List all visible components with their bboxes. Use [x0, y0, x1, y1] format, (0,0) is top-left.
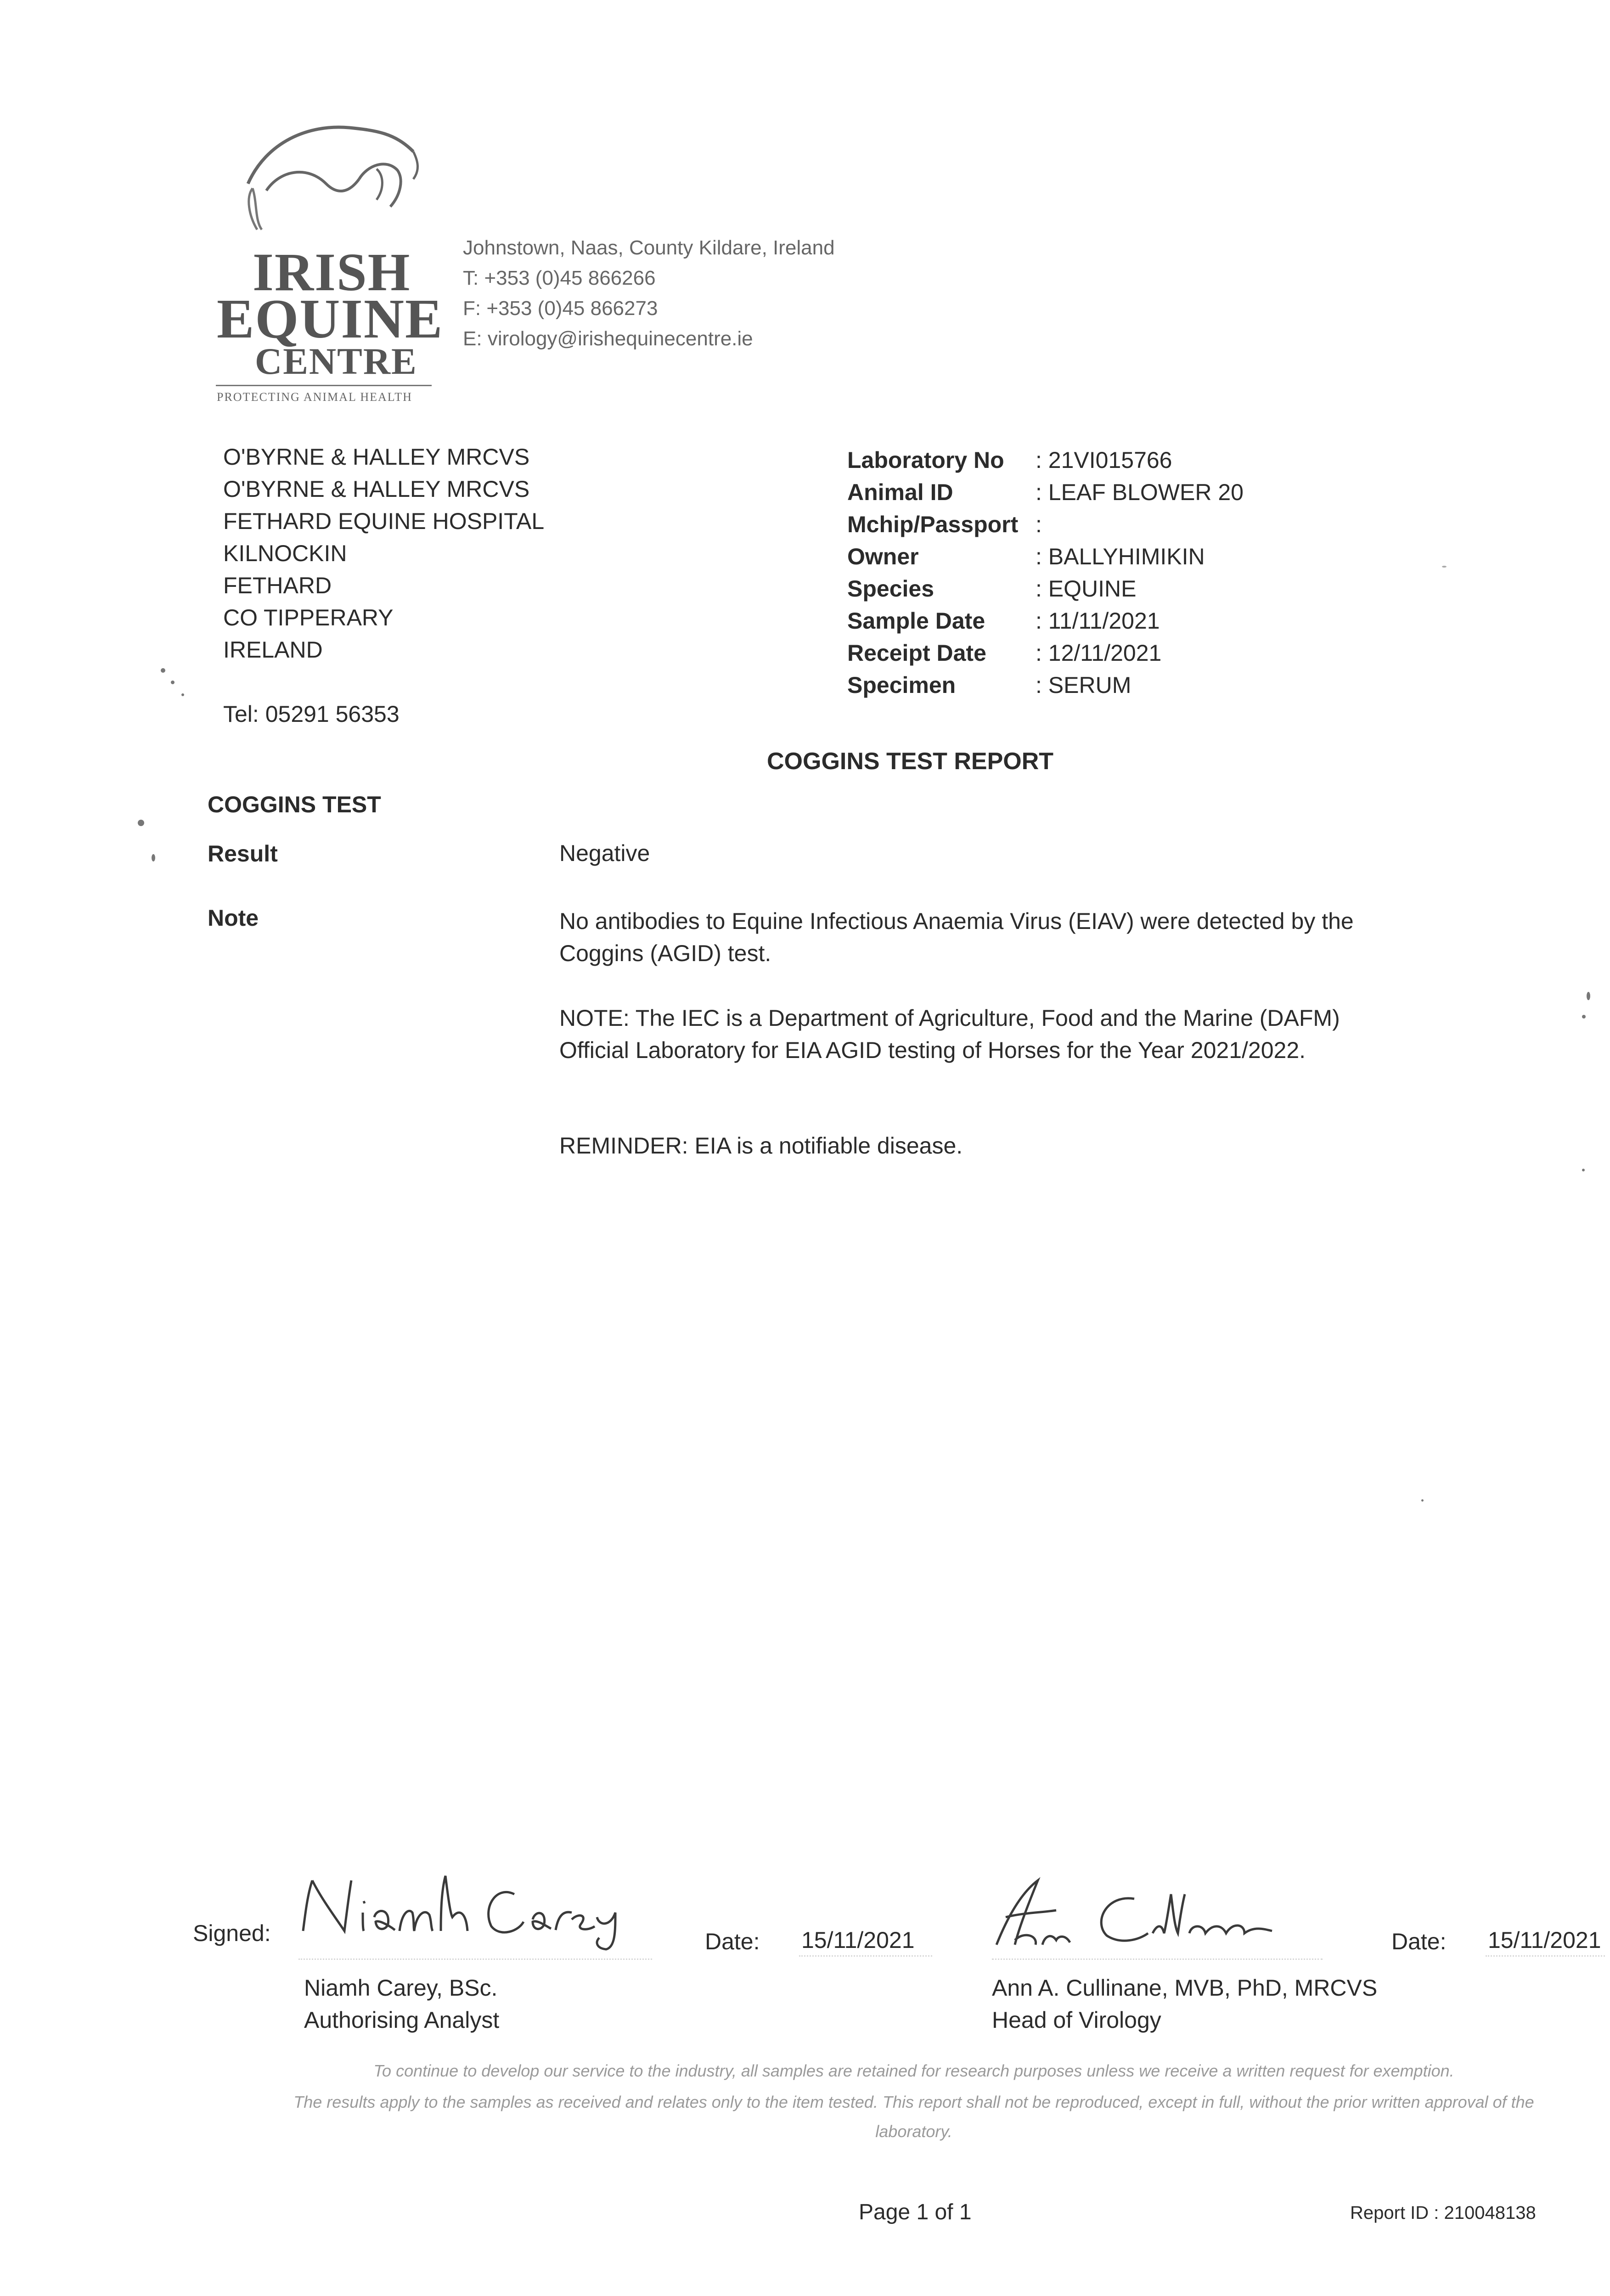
lab-label-species: Species [847, 576, 934, 602]
org-address: Johnstown, Naas, County Kildare, Ireland [463, 236, 835, 259]
sig2-date-label: Date: [1391, 1929, 1447, 1954]
org-logo [211, 115, 450, 418]
email-address: virology@irishequinecentre.ie [487, 327, 753, 350]
footer-disclaimer: To continue to develop our service to the industry, all samples are retained for research purposes unless we receive a written request for exemption. [373, 2061, 1454, 2080]
lab-label-mchip-passport: Mchip/Passport [847, 512, 1019, 537]
scan-speck [161, 668, 165, 673]
scan-speck [152, 854, 155, 861]
logo-word-equine: EQUINE [217, 288, 444, 350]
lab-value-mchip-passport: : [1036, 512, 1042, 537]
note-label: Note [208, 905, 259, 931]
scan-speck [181, 693, 184, 696]
scan-speck [1442, 566, 1447, 568]
report-title: COGGINS TEST REPORT [767, 748, 1054, 775]
recipient-line: IRELAND [223, 637, 323, 663]
lab-value-species: : EQUINE [1036, 576, 1137, 602]
email-prefix: E: [463, 327, 482, 350]
sig1-date: 15/11/2021 [801, 1927, 915, 1953]
scan-speck [1582, 1169, 1585, 1171]
lab-label-laboratory-no: Laboratory No [847, 447, 1004, 473]
fax-prefix: F: [463, 297, 481, 320]
test-heading: COGGINS TEST [208, 792, 381, 817]
signed-label: Signed: [193, 1920, 271, 1946]
date-line [1486, 1955, 1605, 1957]
sig2-role: Head of Virology [992, 2007, 1161, 2033]
signature-line [298, 1958, 652, 1960]
lab-value-receipt-date: : 12/11/2021 [1036, 640, 1162, 666]
scan-speck [1582, 1015, 1586, 1019]
fax-number: +353 (0)45 866273 [486, 297, 658, 320]
result-value: Negative [559, 840, 650, 866]
page-number: Page 1 of 1 [859, 2200, 972, 2224]
logo-word-centre: CENTRE [255, 340, 417, 382]
org-phone [463, 263, 656, 293]
logo-word-irish: IRISH [253, 242, 411, 302]
sig2-date: 15/11/2021 [1488, 1927, 1601, 1953]
lab-value-laboratory-no: : 21VI015766 [1036, 447, 1172, 473]
sig2-name: Ann A. Cullinane, MVB, PhD, MRCVS [992, 1975, 1378, 2001]
recipient-line: CO TIPPERARY [223, 605, 394, 630]
sig1-role: Authorising Analyst [304, 2007, 500, 2033]
logo-tagline: PROTECTING ANIMAL HEALTH [217, 390, 412, 404]
phone-prefix: T: [463, 267, 479, 289]
lab-label-specimen: Specimen [847, 672, 956, 698]
lab-label-sample-date: Sample Date [847, 608, 985, 634]
lab-value-specimen: : SERUM [1036, 672, 1132, 698]
note-paragraph: No antibodies to Equine Infectious Anaemia Virus (EIAV) were detected by the Coggins (AGID) test. [559, 908, 1354, 966]
logo-divider [216, 385, 432, 386]
signature-line [992, 1958, 1323, 1960]
note-paragraph: NOTE: The IEC is a Department of Agriculture, Food and the Marine (DAFM) Official Laboratory for EIA AGID testing of Horses for the Year 2021/2022. [559, 1005, 1340, 1063]
scan-speck [171, 681, 175, 684]
org-fax [463, 293, 658, 324]
phone-number: +353 (0)45 866266 [484, 267, 656, 289]
recipient-line: O'BYRNE & HALLEY MRCVS [223, 476, 530, 502]
footer-disclaimer: The results apply to the samples as received and relates only to the item tested. This report shall not be reproduced, except in full, without the prior written approval of the laboratory. [293, 2093, 1534, 2141]
lab-label-receipt-date: Receipt Date [847, 640, 986, 666]
scan-speck [1587, 992, 1590, 1000]
report-id: Report ID : 210048138 [1350, 2203, 1536, 2223]
recipient-line: KILNOCKIN [223, 540, 347, 566]
result-label: Result [208, 841, 278, 867]
lab-value-animal-id: : LEAF BLOWER 20 [1036, 479, 1244, 505]
signature-ann-cullinane-icon [987, 1867, 1309, 1958]
date-line [799, 1955, 932, 1957]
scan-speck [1421, 1499, 1424, 1502]
sig1-name: Niamh Carey, BSc. [304, 1975, 498, 2001]
lab-value-sample-date: : 11/11/2021 [1036, 608, 1160, 634]
scan-speck [138, 820, 144, 826]
recipient-line: FETHARD EQUINE HOSPITAL [223, 508, 545, 534]
sig1-date-label: Date: [705, 1929, 760, 1954]
recipient-line: FETHARD [223, 573, 332, 598]
recipient-phone: Tel: 05291 56353 [223, 701, 400, 727]
lab-label-animal-id: Animal ID [847, 479, 953, 505]
lab-value-owner: : BALLYHIMIKIN [1036, 544, 1205, 569]
recipient-line: O'BYRNE & HALLEY MRCVS [223, 444, 530, 470]
horse-logo-icon [239, 115, 432, 234]
org-email [463, 324, 753, 354]
reminder-paragraph: REMINDER: EIA is a notifiable disease. [559, 1133, 963, 1159]
signature-niamh-carey-icon [294, 1862, 625, 1954]
lab-label-owner: Owner [847, 544, 919, 569]
